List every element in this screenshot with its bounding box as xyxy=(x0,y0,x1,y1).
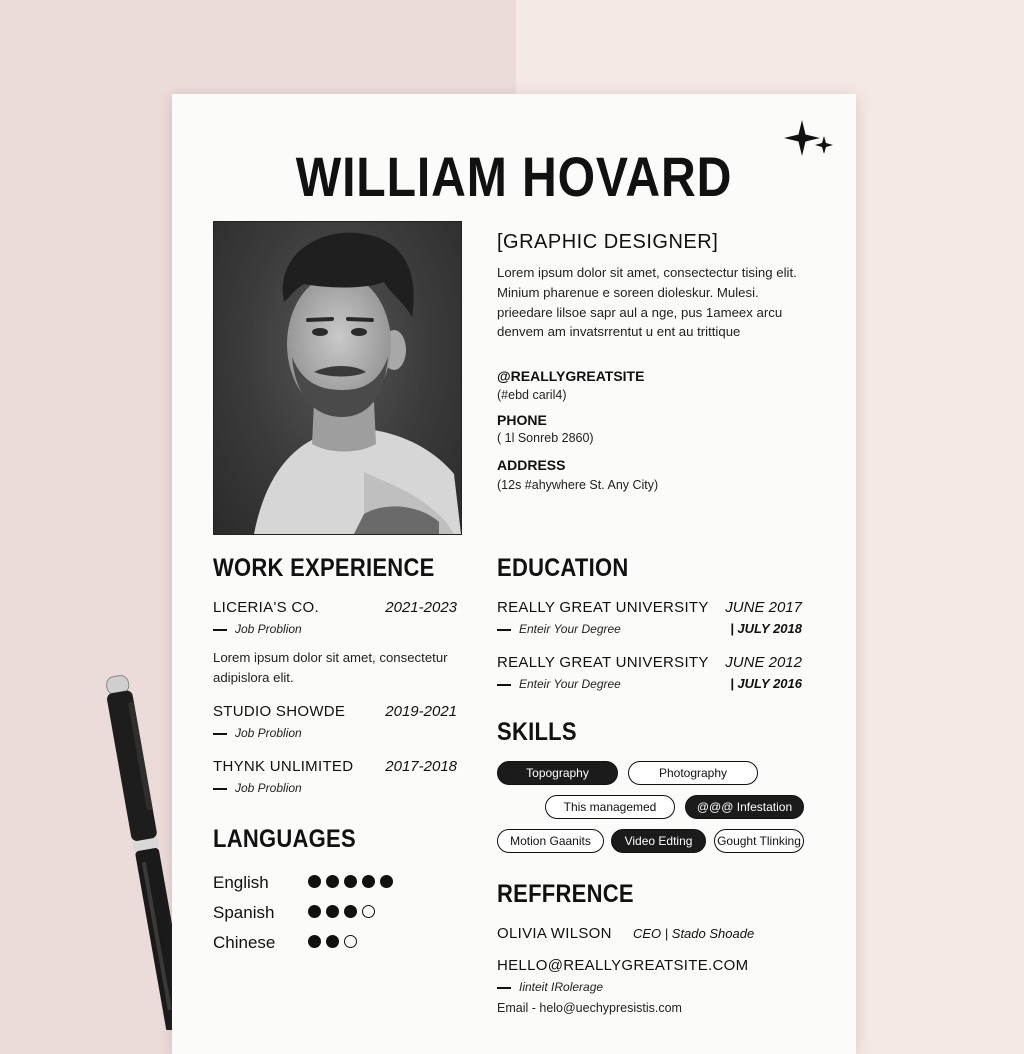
level-dot-filled xyxy=(380,875,393,888)
education-end: | JULY 2016 xyxy=(730,676,802,691)
education-degree xyxy=(497,677,621,691)
about-line: denvem am invatsrrentut u ent au trittique xyxy=(497,324,741,340)
language-level xyxy=(308,935,357,948)
education-school: REALLY GREAT UNIVERSITY xyxy=(497,599,709,616)
level-dot-filled xyxy=(344,875,357,888)
job-title: [GRAPHIC DESIGNER] xyxy=(497,231,719,253)
profile-photo xyxy=(213,221,462,535)
reference-name: OLIVIA WILSON xyxy=(497,925,612,942)
work-position xyxy=(213,726,302,740)
language-name: English xyxy=(213,873,269,892)
work-company: STUDIO SHOWDE xyxy=(213,703,346,720)
work-company: THYNK UNLIMITED xyxy=(213,758,354,775)
reference-sub-text: Iinteit IRolerage xyxy=(519,980,604,994)
dash-marker xyxy=(497,987,511,989)
dash-marker xyxy=(497,629,511,631)
about-line: Minium pharenue e soreen dioleskur. Mulesi. xyxy=(497,284,759,300)
work-position xyxy=(213,781,302,795)
dash-marker xyxy=(213,629,227,631)
website-label: @REALLYGREATSITE xyxy=(497,368,645,384)
work-dates: 2017-2018 xyxy=(385,758,457,775)
work-position-text: Job Problion xyxy=(235,781,302,795)
level-dot-filled xyxy=(326,875,339,888)
website-value[interactable]: (#ebd caril4) xyxy=(497,388,567,402)
level-dot-filled xyxy=(308,905,321,918)
work-company: LICERIA'S CO. xyxy=(213,599,319,616)
reference-email[interactable]: Email - helo@uechypresistis.com xyxy=(497,1001,682,1015)
dash-marker xyxy=(497,684,511,686)
address-label: ADDRESS xyxy=(497,457,566,473)
languages-heading: LANGUAGES xyxy=(213,825,356,853)
level-dot-filled xyxy=(344,905,357,918)
level-dot-empty xyxy=(344,935,357,948)
address-value: (12s #ahywhere St. Any City) xyxy=(497,478,659,492)
education-degree xyxy=(497,622,621,636)
reference-email-heading[interactable]: HELLO@REALLYGREATSITE.COM xyxy=(497,957,749,974)
education-start: JUNE 2012 xyxy=(725,654,802,671)
dash-marker xyxy=(213,733,227,735)
skill-tag: Motion Gaanits xyxy=(497,829,604,853)
work-position-text: Job Problion xyxy=(235,622,302,636)
level-dot-filled xyxy=(326,905,339,918)
skill-tag: Photography xyxy=(628,761,758,785)
education-school: REALLY GREAT UNIVERSITY xyxy=(497,654,709,671)
work-dates: 2019-2021 xyxy=(385,703,457,720)
skill-tag: Video Edting xyxy=(611,829,706,853)
education-start: JUNE 2017 xyxy=(725,599,802,616)
level-dot-filled xyxy=(308,935,321,948)
work-dates: 2021-2023 xyxy=(385,599,457,616)
education-end: | JULY 2018 xyxy=(730,621,802,636)
about-text xyxy=(497,263,797,342)
language-name: Chinese xyxy=(213,933,276,952)
phone-label: PHONE xyxy=(497,412,547,428)
work-description-line: adipislora elit. xyxy=(213,669,294,685)
about-line: Lorem ipsum dolor sit amet, consectectur tising elit. xyxy=(497,265,797,280)
language-name: Spanish xyxy=(213,903,275,922)
level-dot-empty xyxy=(362,905,375,918)
education-degree-text: Enteir Your Degree xyxy=(519,622,621,636)
reference-sub xyxy=(497,980,603,994)
skills-heading: SKILLS xyxy=(497,718,577,746)
about-line: prieedare lilsoe sapr aul a nge, pus 1ameex arcu xyxy=(497,304,783,320)
language-level xyxy=(308,905,375,918)
skill-tag: @@@ Infestation xyxy=(685,795,804,819)
skill-tag: This managemed xyxy=(545,795,675,819)
phone-value: ( 1l Sonreb 2860) xyxy=(497,431,594,445)
work-position-text: Job Problion xyxy=(235,726,302,740)
dash-marker xyxy=(213,788,227,790)
work-position xyxy=(213,622,302,636)
level-dot-filled xyxy=(326,935,339,948)
education-heading: EDUCATION xyxy=(497,554,629,582)
reference-title: CEO | Stado Shoade xyxy=(633,926,755,941)
level-dot-filled xyxy=(362,875,375,888)
candidate-name: WILLIAM HOVARD xyxy=(295,145,733,208)
portrait-illustration xyxy=(214,222,461,534)
work-description xyxy=(213,648,448,688)
reference-heading: REFFRENCE xyxy=(497,880,634,908)
level-dot-filled xyxy=(308,875,321,888)
skill-tag: Topography xyxy=(497,761,618,785)
language-level xyxy=(308,875,393,888)
education-degree-text: Enteir Your Degree xyxy=(519,677,621,691)
work-description-line: Lorem ipsum dolor sit amet, consectetur xyxy=(213,650,448,665)
work-experience-heading: WORK EXPERIENCE xyxy=(213,554,435,582)
skill-tag: Gought Tlinking xyxy=(714,829,804,853)
resume-page xyxy=(172,94,856,1054)
